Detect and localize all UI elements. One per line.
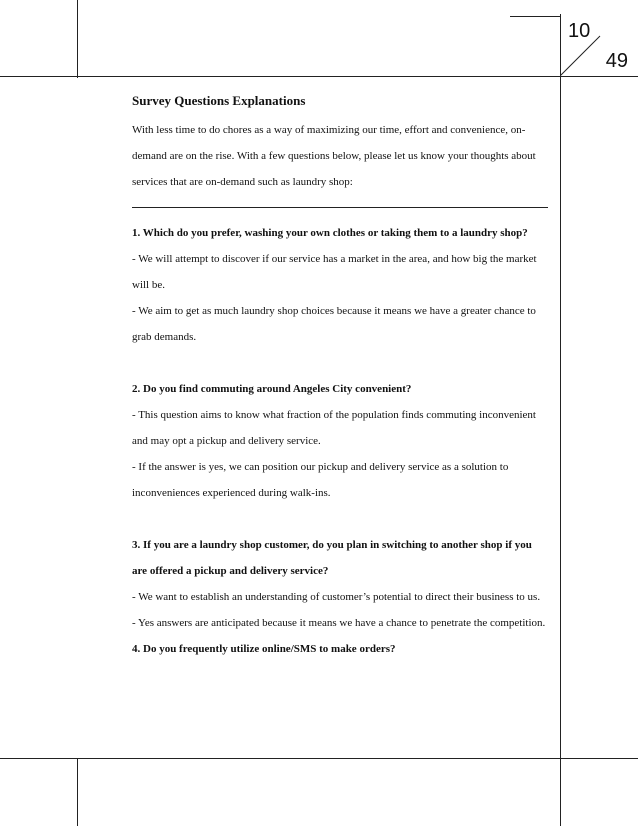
- frame-page-box-top: [510, 16, 560, 17]
- frame-top-horizontal: [0, 76, 638, 77]
- question-text: 2. Do you find commuting around Angeles City convenient?: [132, 383, 412, 395]
- question-block-2: [132, 376, 548, 506]
- question-note: - We will attempt to discover if our service has a market in the area, and how big the market will be.: [132, 253, 537, 291]
- frame-right-vertical: [560, 14, 561, 826]
- question-note: - Yes answers are anticipated because it means we have a chance to penetrate the competition.: [132, 617, 546, 629]
- question-text: 3. If you are a laundry shop customer, do you plan in switching to another shop if you are offered a pickup and delivery service?: [132, 539, 532, 577]
- document-title: Survey Questions Explanations: [132, 93, 306, 108]
- question-note: - This question aims to know what fraction of the population finds commuting inconvenient and may opt a pickup and delivery service.: [132, 409, 536, 447]
- question-text: 4. Do you frequently utilize online/SMS to make orders?: [132, 643, 396, 655]
- question-note: - We aim to get as much laundry shop choices because it means we have a greater chance to grab demands.: [132, 305, 536, 343]
- page-number-box: [560, 14, 638, 76]
- frame-left-vertical-top: [77, 0, 78, 78]
- question-note: - If the answer is yes, we can position our pickup and delivery service as a solution to inconveniences experienced during walk-ins.: [132, 461, 509, 499]
- frame-bottom-horizontal: [0, 758, 638, 759]
- question-text: 1. Which do you prefer, washing your own clothes or taking them to a laundry shop?: [132, 227, 528, 239]
- question-block-1: [132, 220, 548, 350]
- section-divider: [132, 207, 548, 208]
- intro-paragraph: With less time to do chores as a way of maximizing our time, effort and convenience, on-demand are on the rise. With a few questions below, please let us know your thoughts about services that are on-demand such as laundry shop:: [132, 124, 536, 188]
- question-note: - We want to establish an understanding of customer’s potential to direct their business to us.: [132, 591, 541, 603]
- page-number-current: 10: [568, 20, 591, 42]
- question-block-3: [132, 532, 548, 636]
- document-content: [132, 86, 548, 662]
- question-block-4: [132, 636, 548, 662]
- frame-left-vertical-bottom: [77, 758, 78, 826]
- page-number-total: 49: [605, 50, 628, 72]
